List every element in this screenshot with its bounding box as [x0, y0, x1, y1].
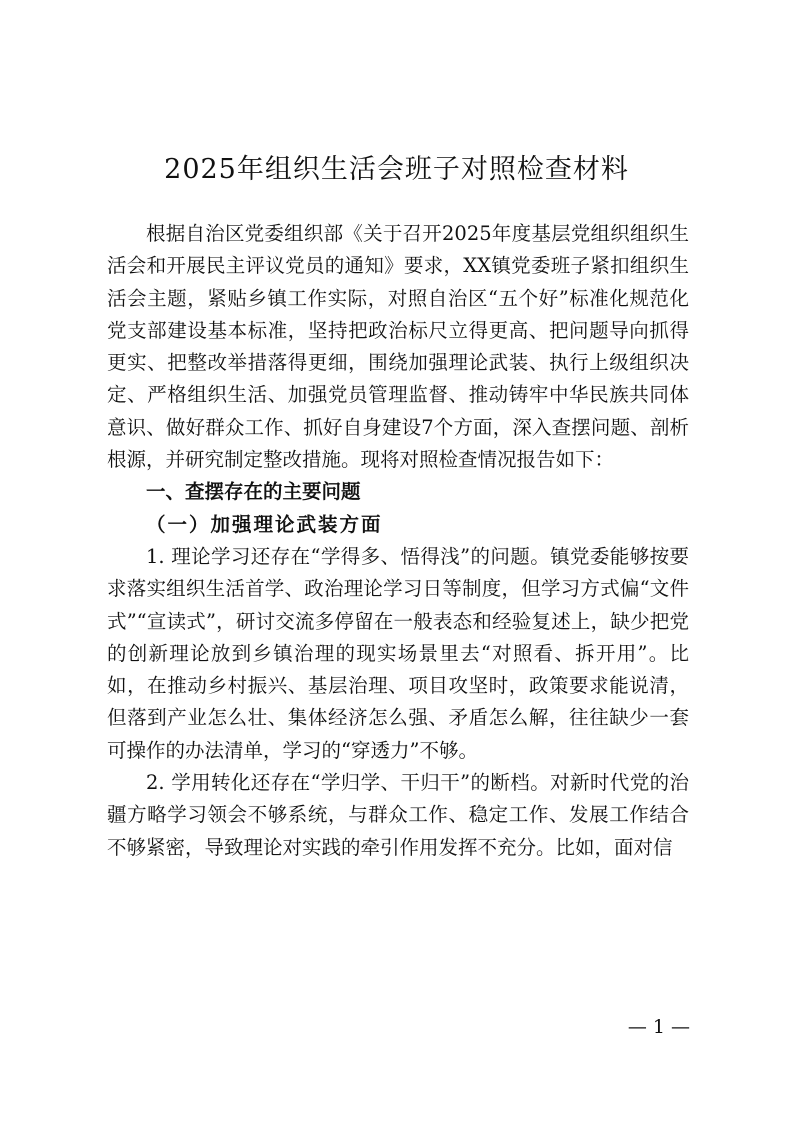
item-paragraph-1: 1. 理论学习还存在“学得多、悟得浅”的问题。镇党委能够按要求落实组织生活首学、政治理论学习日等制度，但学习方式偏“文件式”“宣读式”，研讨交流多停留在一般表态和经验复述上，缺少把党的创新理论放到乡镇治理的现实场景里去“对照看、拆开用”。比如，在推动乡村振兴、基层治理、项目攻坚时，政策要求能说清，但落到产业怎么壮、集体经济怎么强、矛盾怎么解，往往缺少一套可操作的办法清单，学习的“穿透力”不够。 [107, 544, 689, 762]
item-paragraph-2: 2. 学用转化还存在“学归学、干归干”的断档。对新时代党的治疆方略学习领会不够系统，与群众工作、稳定工作、发展工作结合不够紧密，导致理论对实践的牵引作用发挥不充分。比如，面对信 [107, 771, 689, 859]
document-title: 2025年组织生活会班子对照检查材料 [164, 154, 629, 185]
subsection-heading: （一）加强理论武装方面 [146, 512, 383, 536]
document-body [107, 218, 689, 864]
page-number: — 1 — [627, 1016, 690, 1038]
intro-paragraph: 根据自治区党委组织部《关于召开2025年度基层党组织组织生活会和开展民主评议党员的通知》要求，XX镇党委班子紧扣组织生活会主题，紧贴乡镇工作实际，对照自治区“五个好”标准化规范化党支部建设基本标准，坚持把政治标尺立得更高、把问题导向抓得更实、把整改举措落得更细，围绕加强理论武装、执行上级组织决定、严格组织生活、加强党员管理监督、推动铸牢中华民族共同体意识、做好群众工作、抓好自身建设7个方面，深入查摆问题、剖析根源，并研究制定整改措施。现将对照检查情况报告如下： [107, 222, 689, 472]
section-heading: 一、查摆存在的主要问题 [146, 480, 361, 504]
